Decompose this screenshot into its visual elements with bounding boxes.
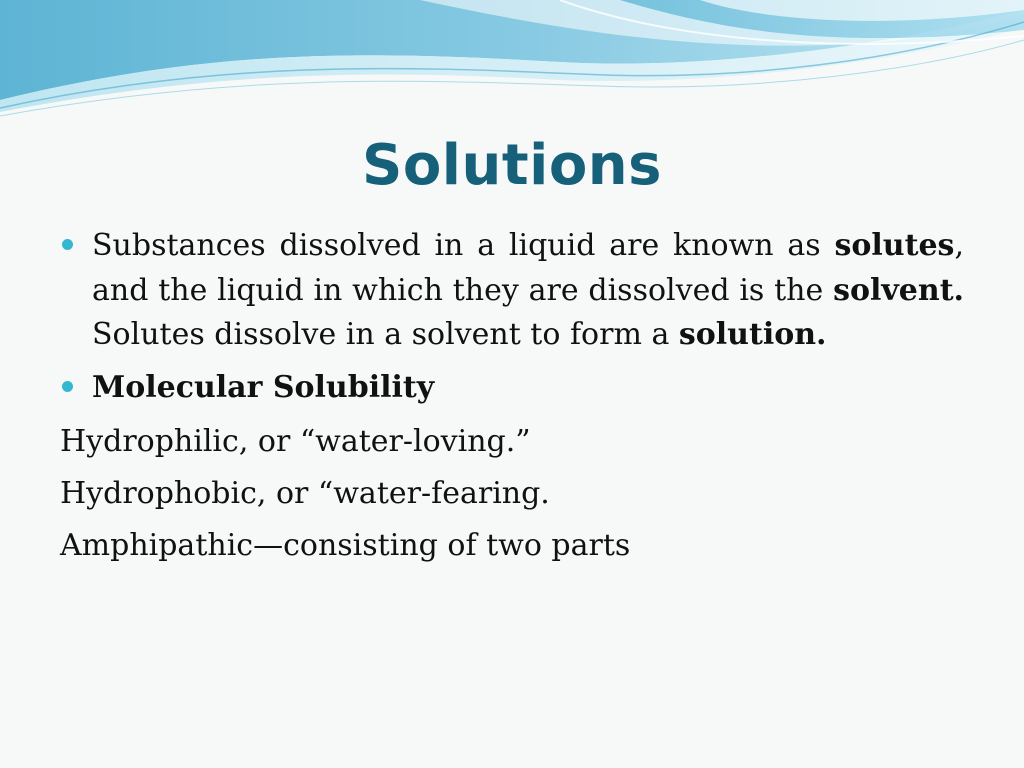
bold-term-solutes: solutes: [834, 228, 955, 263]
bullet-text: Solutes dissolve in a solvent to form a: [92, 317, 679, 352]
bullet-text: Substances dissolved in a liquid are known as: [92, 228, 835, 263]
bullet-dot-icon: [62, 239, 73, 250]
line-hydrophobic: Hydrophobic, or “water-fearing.: [60, 475, 550, 511]
bullet-item-solutions-definition: [60, 224, 964, 358]
slide-body: [60, 224, 964, 572]
wave-banner-decoration: [0, 0, 1024, 130]
bold-term-solvent: solvent.: [833, 272, 964, 308]
slide-title: Solutions: [361, 133, 662, 198]
bullet-text: , and the liquid in which they are dissolved is the: [92, 228, 964, 308]
bullet-dot-icon: [62, 381, 73, 392]
line-hydrophilic: Hydrophilic, or “water-loving.”: [60, 423, 531, 459]
bold-heading-molecular-solubility: Molecular Solubility: [92, 369, 435, 405]
bold-term-solution: solution.: [678, 317, 827, 352]
bullet-item-molecular-solubility: [60, 366, 964, 410]
line-amphipathic: Amphipathic—consisting of two parts: [60, 527, 631, 563]
